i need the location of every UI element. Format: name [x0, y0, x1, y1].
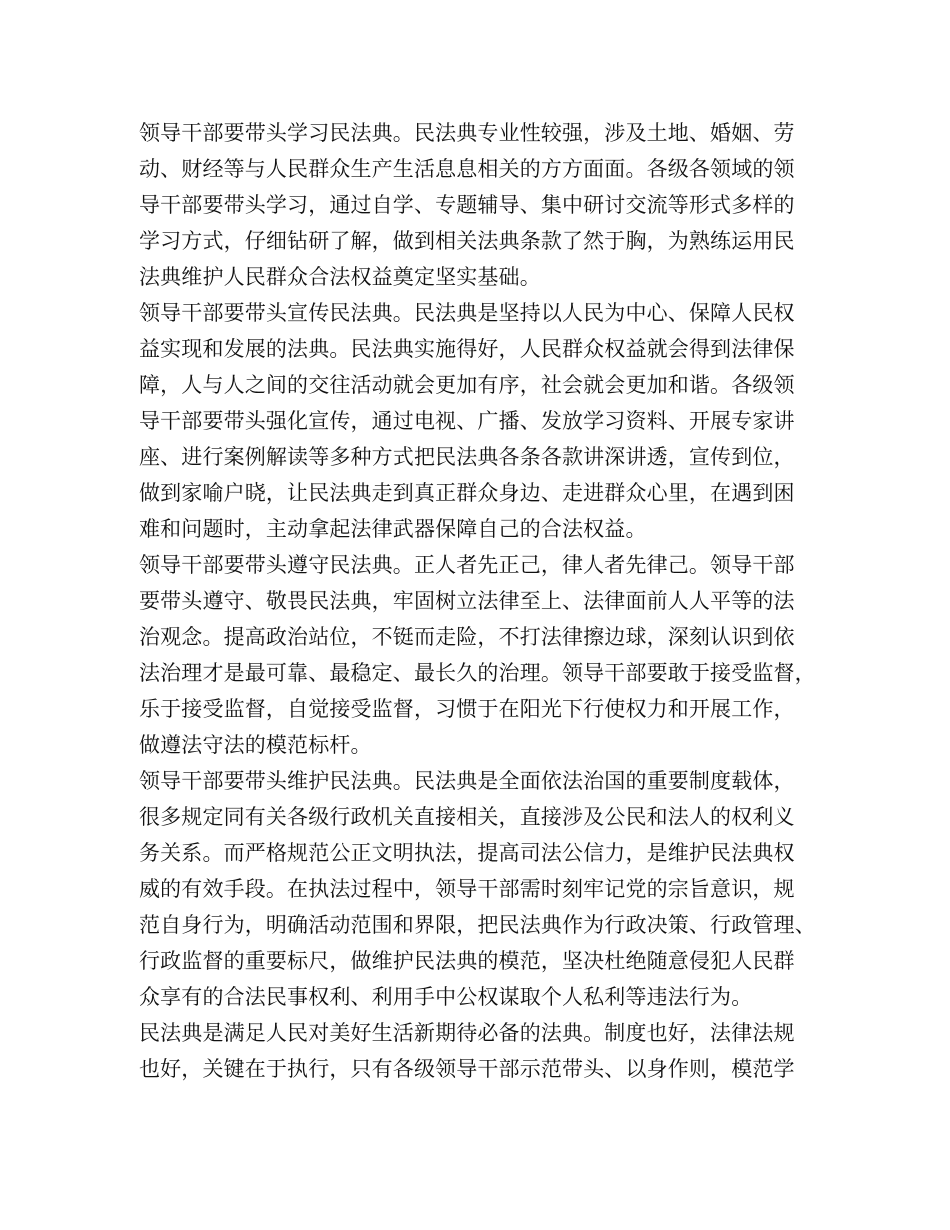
paragraph-abide: [139, 547, 829, 763]
text-line: 导干部要带头强化宣传，通过电视、广播、发放学习资料、开展专家讲: [139, 409, 795, 433]
text-line: 众享有的合法民事权利、利用手中公权谋取个人私利等违法行为。: [139, 985, 753, 1009]
text-line: 做遵法守法的模范标杆。: [139, 733, 372, 757]
text-line: 法典维护人民群众合法权益奠定坚实基础。: [139, 265, 541, 289]
text-line: 很多规定同有关各级行政机关直接相关，直接涉及公民和法人的权利义: [139, 805, 795, 829]
text-line: 务关系。而严格规范公正文明执法，提高司法公信力，是维护民法典权: [139, 841, 795, 865]
text-line: 治观念。提高政治站位，不铤而走险，不打法律擦边球，深刻认识到依: [139, 625, 795, 649]
text-line: 领导干部要带头学习民法典。民法典专业性较强，涉及土地、婚姻、劳: [139, 121, 795, 145]
paragraph-study: [139, 115, 829, 295]
text-line: 领导干部要带头维护民法典。民法典是全面依法治国的重要制度载体，: [139, 769, 795, 793]
text-line: 障，人与人之间的交往活动就会更加有序，社会就会更加和谐。各级领: [139, 373, 795, 397]
text-line: 动、财经等与人民群众生产生活息息相关的方方面面。各级各领域的领: [139, 157, 795, 181]
paragraph-uphold: [139, 763, 829, 1015]
text-line: 也好，关键在于执行，只有各级领导干部示范带头、以身作则，模范学: [139, 1057, 795, 1081]
text-line: 难和问题时，主动拿起法律武器保障自己的合法权益。: [139, 517, 647, 541]
document-body: [139, 115, 829, 1087]
text-line: 领导干部要带头遵守民法典。正人者先正己，律人者先律己。领导干部: [139, 553, 795, 577]
text-line: 民法典是满足人民对美好生活新期待必备的法典。制度也好，法律法规: [139, 1021, 795, 1045]
paragraph-publicize: [139, 295, 829, 547]
text-line: 做到家喻户晓，让民法典走到真正群众身边、走进群众心里，在遇到困: [139, 481, 795, 505]
text-line: 导干部要带头学习，通过自学、专题辅导、集中研讨交流等形式多样的: [139, 193, 795, 217]
text-line: 法治理才是最可靠、最稳定、最长久的治理。领导干部要敢于接受监督，: [139, 661, 816, 685]
text-line: 领导干部要带头宣传民法典。民法典是坚持以人民为中心、保障人民权: [139, 301, 795, 325]
text-line: 学习方式，仔细钻研了解，做到相关法典条款了然于胸，为熟练运用民: [139, 229, 795, 253]
text-line: 威的有效手段。在执法过程中，领导干部需时刻牢记党的宗旨意识，规: [139, 877, 795, 901]
text-line: 行政监督的重要标尺，做维护民法典的模范，坚决杜绝随意侵犯人民群: [139, 949, 795, 973]
text-line: 要带头遵守、敬畏民法典，牢固树立法律至上、法律面前人人平等的法: [139, 589, 795, 613]
text-line: 乐于接受监督，自觉接受监督，习惯于在阳光下行使权力和开展工作，: [139, 697, 795, 721]
paragraph-conclusion: [139, 1015, 829, 1087]
text-line: 益实现和发展的法典。民法典实施得好，人民群众权益就会得到法律保: [139, 337, 795, 361]
text-line: 范自身行为，明确活动范围和界限，把民法典作为行政决策、行政管理、: [139, 913, 816, 937]
text-line: 座、进行案例解读等多种方式把民法典各条各款讲深讲透，宣传到位，: [139, 445, 795, 469]
